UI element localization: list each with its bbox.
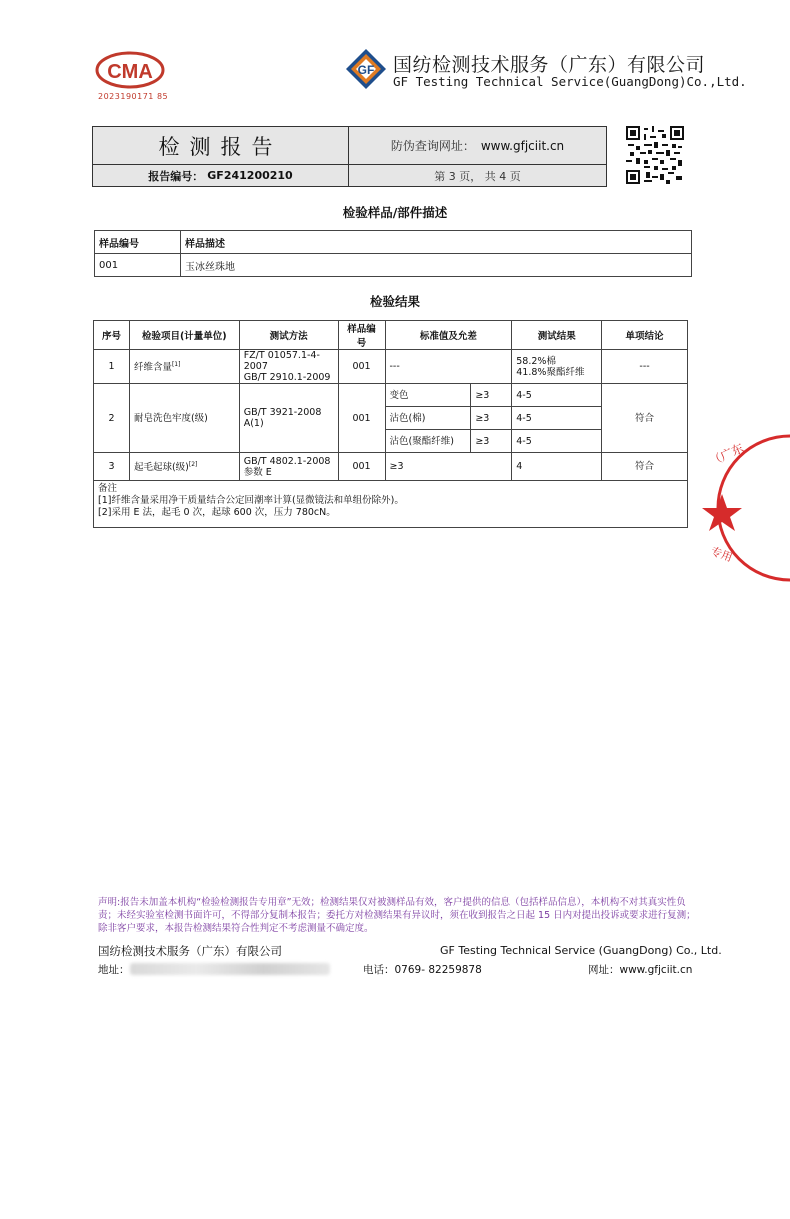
row-sample: 001 (338, 350, 385, 384)
note-2: [2]采用 E 法，起毛 0 次，起球 600 次，压力 780cN。 (98, 507, 336, 518)
gf-logo-icon (345, 48, 387, 90)
col-header-no: 序号 (94, 321, 130, 350)
sample-section-title: 检验样品/部件描述 (342, 205, 448, 220)
sub-result: 4-5 (512, 407, 602, 430)
row-standard: ≥3 (385, 453, 512, 481)
qr-code[interactable] (626, 126, 684, 184)
sub-label: 变色 (385, 384, 471, 407)
row-method: FZ/T 01057.1-4-2007 GB/T 2910.1-2009 (239, 350, 338, 384)
verify-url[interactable]: www.gfjciit.cn (480, 138, 565, 153)
svg-text:CMA: CMA (107, 61, 153, 83)
verify-url-cell (349, 127, 606, 165)
row-conclusion: 符合 (602, 453, 688, 481)
notes-label: 备注 (98, 483, 118, 494)
report-number-label: 报告编号： (148, 169, 204, 183)
sample-desc: 玉冰丝珠地 (181, 254, 692, 277)
notes-row (94, 481, 688, 528)
col-header-sample-id: 样品编号 (95, 231, 181, 254)
row-conclusion: --- (602, 350, 688, 384)
report-title: 检测报告 (93, 127, 349, 165)
table-row (95, 254, 692, 277)
table-row (94, 453, 688, 481)
row-method: GB/T 3921-2008 A(1) (239, 384, 338, 453)
footer-address-redacted (130, 963, 330, 975)
sub-result: 4-5 (512, 430, 602, 453)
report-title-box (92, 126, 607, 187)
sub-label: 沾色(聚酯纤维) (385, 430, 471, 453)
row-method: GB/T 4802.1-2008 参数 E (239, 453, 338, 481)
sub-label: 沾色(棉) (385, 407, 471, 430)
row-no: 3 (94, 453, 130, 481)
row-item: 起毛起球(级)[2] (129, 453, 239, 481)
col-header-conclusion: 单项结论 (602, 321, 688, 350)
sub-std: ≥3 (471, 430, 512, 453)
col-header-sample: 样品编号 (338, 321, 385, 350)
footer-company-cn: 国纺检测技术服务（广东）有限公司 (98, 944, 282, 958)
svg-text:专用: 专用 (708, 544, 735, 565)
col-header-sample-desc: 样品描述 (181, 231, 692, 254)
disclaimer-text: 声明:报告未加盖本机构“检验检测报告专用章”无效；检测结果仅对被测样品有效，客户提供的信息（包括样品信息），本机构不对其真实性负责；未经实验室检测书面许可，不得部分复制本报告；委托方对检测结果有异议时，须在收到报告之日起 15 日内对提出投诉或要求进行复测；除非客户要求，本报告检测结果符合性判定不考虑测量不确定度。 (98, 897, 696, 934)
company-name-cn: 国纺检测技术服务（广东）有限公司 (393, 54, 706, 76)
row-sample: 001 (338, 384, 385, 453)
table-header-row (95, 231, 692, 254)
row-result: 4 (512, 453, 602, 481)
page-info: 第 3 页， 共 4 页 (349, 165, 606, 186)
official-seal (700, 432, 790, 584)
row-standard: --- (385, 350, 512, 384)
note-1: [1]纤维含量采用净干质量结合公定回潮率计算(显微镜法和单组份除外)。 (98, 495, 404, 506)
row-result: 58.2%棉 41.8%聚酯纤维 (512, 350, 602, 384)
row-sample: 001 (338, 453, 385, 481)
svg-text:GF: GF (357, 63, 375, 77)
results-table (93, 320, 688, 528)
col-header-standard: 标准值及允差 (385, 321, 512, 350)
row-item: 耐皂洗色牢度(级) (129, 384, 239, 453)
footer-address-label: 地址： (98, 964, 130, 976)
footer-company-en: GF Testing Technical Service (GuangDong) Co., Ltd. (440, 944, 722, 957)
table-row (94, 350, 688, 384)
cma-number: 2023190171 85 (98, 92, 169, 101)
report-number: GF241200210 (207, 169, 293, 182)
company-name-en: GF Testing Technical Service(GuangDong)Co.,Ltd. (393, 74, 747, 89)
sub-std: ≥3 (471, 407, 512, 430)
sample-id: 001 (95, 254, 181, 277)
footer-website[interactable]: 网址：www.gfjciit.cn (588, 964, 693, 976)
table-header-row (94, 321, 688, 350)
row-no: 1 (94, 350, 130, 384)
sub-std: ≥3 (471, 384, 512, 407)
results-section-title: 检验结果 (369, 294, 420, 309)
svg-text:（广东: （广东 (707, 440, 746, 469)
col-header-result: 测试结果 (512, 321, 602, 350)
table-row (94, 384, 688, 407)
report-number-cell (93, 165, 349, 186)
footer-phone: 电话：0769- 82259878 (363, 964, 482, 976)
sub-result: 4-5 (512, 384, 602, 407)
sample-table (94, 230, 692, 277)
col-header-method: 测试方法 (239, 321, 338, 350)
verify-label: 防伪查询网址： (390, 139, 475, 153)
col-header-item: 检验项目(计量单位) (129, 321, 239, 350)
row-item: 纤维含量[1] (129, 350, 239, 384)
row-no: 2 (94, 384, 130, 453)
row-conclusion: 符合 (602, 384, 688, 453)
